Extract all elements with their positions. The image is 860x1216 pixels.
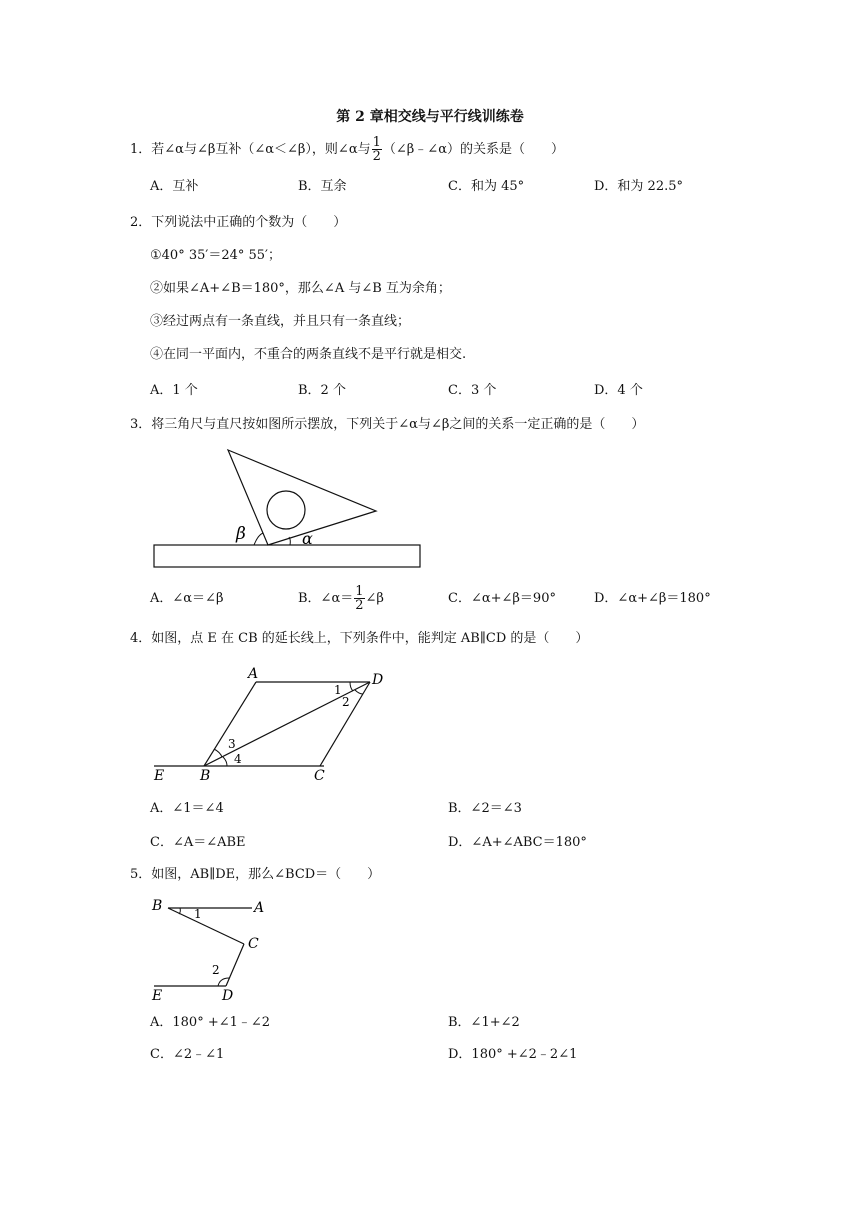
- angle-arc-4: [223, 757, 227, 766]
- question-2-stem: 2．下列说法中正确的个数为（ ）: [130, 215, 347, 230]
- angle-arc-1: [179, 908, 180, 914]
- question-3-option-b: B．∠α＝ $\frac{1}{2}$ ∠β: [298, 584, 384, 613]
- alpha-label: α: [302, 529, 313, 548]
- point-c-label: C: [314, 768, 325, 784]
- question-1-option-d: D．和为 22.5°: [594, 179, 684, 194]
- question-1-option-c: C．和为 45°: [448, 179, 525, 194]
- angle-label-1: 1: [334, 683, 342, 697]
- angle-arc-3: [214, 749, 222, 757]
- question-2-item-4: ④在同一平面内，不重合的两条直线不是平行就是相交.: [150, 347, 467, 362]
- point-e-label: E: [154, 768, 165, 784]
- point-b-label: B: [200, 768, 211, 784]
- fraction-one-half: $\frac{1}{2}$: [355, 584, 364, 613]
- angle-label-4: 4: [234, 752, 242, 766]
- question-4-option-c: C．∠A＝∠ABE: [150, 835, 246, 850]
- point-a-label: A: [254, 900, 265, 916]
- question-3-option-a: A．∠α＝∠β: [150, 591, 224, 606]
- angle-label-3: 3: [228, 737, 236, 751]
- question-4-figure: [150, 664, 390, 784]
- question-4-option-b: B．∠2＝∠3: [448, 801, 522, 816]
- question-5-option-a: A．180° +∠1﹣∠2: [150, 1015, 271, 1030]
- question-4-option-a: A．∠1＝∠4: [150, 801, 224, 816]
- segment-cd: [226, 944, 244, 986]
- point-e-label: E: [152, 988, 163, 1004]
- question-5-figure: [150, 894, 290, 1004]
- point-a-label: A: [248, 666, 259, 682]
- beta-arc: [254, 533, 263, 545]
- beta-label: β: [236, 524, 246, 544]
- question-5-option-c: C．∠2﹣∠1: [150, 1047, 225, 1062]
- question-2-option-c: C．3 个: [448, 383, 497, 398]
- angle-label-2: 2: [342, 695, 350, 709]
- question-5-option-d: D．180° +∠2﹣2∠1: [448, 1047, 578, 1062]
- angle-label-2: 2: [212, 963, 220, 977]
- question-2-option-d: D．4 个: [594, 383, 643, 398]
- question-3-option-d: D．∠α+∠β＝180°: [594, 591, 711, 606]
- point-d-label: D: [222, 988, 234, 1004]
- question-1-stem: 1．若∠α与∠β互补（∠α＜∠β），则∠α与 $\frac{1}{2}$ （∠β﹣∠α）的关系是（ ）: [130, 135, 564, 164]
- point-c-label: C: [248, 936, 259, 952]
- question-1-option-b: B．互余: [298, 179, 347, 194]
- question-4-stem: 4．如图，点 E 在 CB 的延长线上，下列条件中，能判定 AB∥CD 的是（ ）: [130, 631, 589, 646]
- question-3-figure: [150, 445, 430, 575]
- alpha-arc: [289, 537, 290, 545]
- ruler: [154, 545, 420, 567]
- angle-arc-2: [355, 690, 363, 694]
- question-2-item-1: ①40° 35′＝24° 55′；: [150, 248, 281, 263]
- question-4-option-d: D．∠A+∠ABC＝180°: [448, 835, 587, 850]
- question-2-option-a: A．1 个: [150, 383, 198, 398]
- question-5-option-b: B．∠1+∠2: [448, 1015, 520, 1030]
- point-d-label: D: [372, 672, 384, 688]
- angle-arc-1: [350, 682, 353, 691]
- fraction-one-half: $\frac{1}{2}$: [372, 135, 381, 164]
- question-3-option-c: C．∠α+∠β＝90°: [448, 591, 556, 606]
- question-2-option-b: B．2 个: [298, 383, 346, 398]
- question-5-stem: 5．如图，AB∥DE，那么∠BCD＝（ ）: [130, 867, 381, 882]
- question-2-item-2: ②如果∠A+∠B＝180°，那么∠A 与∠B 互为余角；: [150, 281, 451, 296]
- point-b-label: B: [152, 898, 163, 914]
- question-3-stem: 3．将三角尺与直尺按如图所示摆放，下列关于∠α与∠β之间的关系一定正确的是（ ）: [130, 417, 645, 432]
- angle-label-1: 1: [194, 907, 202, 921]
- question-1-option-a: A．互补: [150, 179, 199, 194]
- triangle-hole: [267, 491, 305, 529]
- question-2-item-3: ③经过两点有一条直线，并且只有一条直线；: [150, 314, 411, 329]
- page-title: 第 2 章相交线与平行线训练卷: [336, 109, 524, 125]
